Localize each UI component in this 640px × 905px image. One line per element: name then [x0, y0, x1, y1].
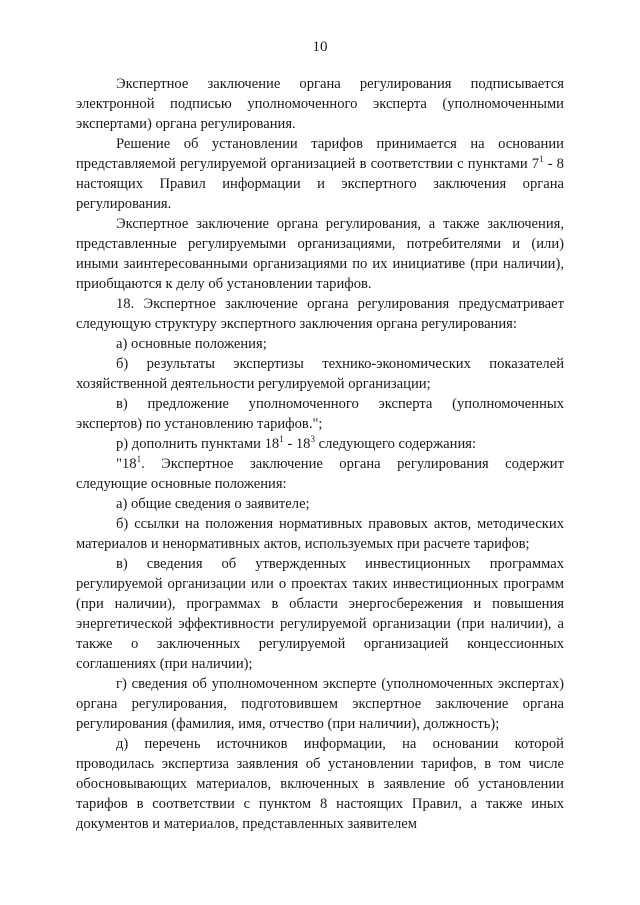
paragraph — [76, 674, 564, 734]
paragraph — [76, 354, 564, 394]
paragraph — [76, 434, 564, 454]
paragraph-text: д) перечень источников информации, на основании которой проводилась экспертиза заявления об установлении тарифов, в том числе обосновывающих материалов, включенных в заявление об установлении тарифов в соответствии с пунктом 8 настоящих Правил, а также иных документов и материалов, представленных заявителем — [76, 736, 564, 832]
paragraph — [76, 454, 564, 494]
paragraph — [76, 334, 564, 354]
document-body — [76, 74, 564, 834]
paragraph-text: б) результаты экспертизы технико-экономических показателей хозяйственной деятельности регулируемой организации; — [76, 356, 564, 392]
paragraph — [76, 294, 564, 334]
paragraph-text: в) предложение уполномоченного эксперта (уполномоченных экспертов) по установлению тарифов."; — [76, 396, 564, 432]
paragraph — [76, 134, 564, 214]
paragraph — [76, 494, 564, 514]
paragraph — [76, 74, 564, 134]
paragraph-text: . Экспертное заключение органа регулирования содержит следующие основные положения: — [76, 456, 564, 492]
paragraph — [76, 214, 564, 294]
paragraph-text: а) основные положения; — [116, 336, 267, 352]
paragraph-text: - 18 — [283, 436, 311, 452]
paragraph — [76, 734, 564, 834]
paragraph — [76, 514, 564, 554]
paragraph-text: р) дополнить пунктами 18 — [116, 436, 280, 452]
superscript: 1 — [539, 154, 544, 165]
paragraph-text: Экспертное заключение органа регулирования, а также заключения, представленные регулируемыми организациями, потребителями и (или) иными заинтересованными организациями по их инициативе (при наличии), приобщаются к делу об установлении тарифов. — [76, 216, 564, 292]
paragraph-text: 18. Экспертное заключение органа регулирования предусматривает следующую структуру экспертного заключения органа регулирования: — [76, 296, 564, 332]
paragraph-text: г) сведения об уполномоченном эксперте (уполномоченных экспертах) органа регулирования, подготовившем экспертное заключение органа регулирования (фамилия, имя, отчество (при наличии), должность); — [76, 676, 564, 732]
paragraph — [76, 554, 564, 674]
superscript: 1 — [136, 454, 142, 465]
paragraph-text: в) сведения об утвержденных инвестиционных программах регулируемой организации или о проектах таких инвестиционных программ (при наличии), программах в области энергосбережения и повышения энергетической эффективности регулируемой организации (при наличии), а также о заключенных регулируемой организацией концессионных соглашениях (при наличии); — [76, 556, 564, 672]
paragraph-text: а) общие сведения о заявителе; — [116, 496, 310, 512]
superscript: 1 — [279, 434, 284, 445]
superscript: 3 — [310, 434, 315, 445]
paragraph — [76, 394, 564, 434]
paragraph-text: Решение об установлении тарифов принимается на основании представляемой регулируемой организацией в соответствии с пунктами 7 — [76, 136, 564, 172]
paragraph-text: - 8 настоящих Правил информации и экспертного заключения органа регулирования. — [76, 156, 564, 212]
paragraph-text: Экспертное заключение органа регулирования подписывается электронной подписью уполномоченного эксперта (уполномоченными экспертами) органа регулирования. — [76, 76, 564, 132]
paragraph-text: "18 — [116, 456, 137, 472]
page-number: 10 — [312, 39, 328, 55]
paragraph-text: б) ссылки на положения нормативных правовых актов, методических материалов и ненормативных актов, используемых при расчете тарифов; — [76, 516, 564, 552]
paragraph-text: следующего содержания: — [314, 436, 477, 452]
